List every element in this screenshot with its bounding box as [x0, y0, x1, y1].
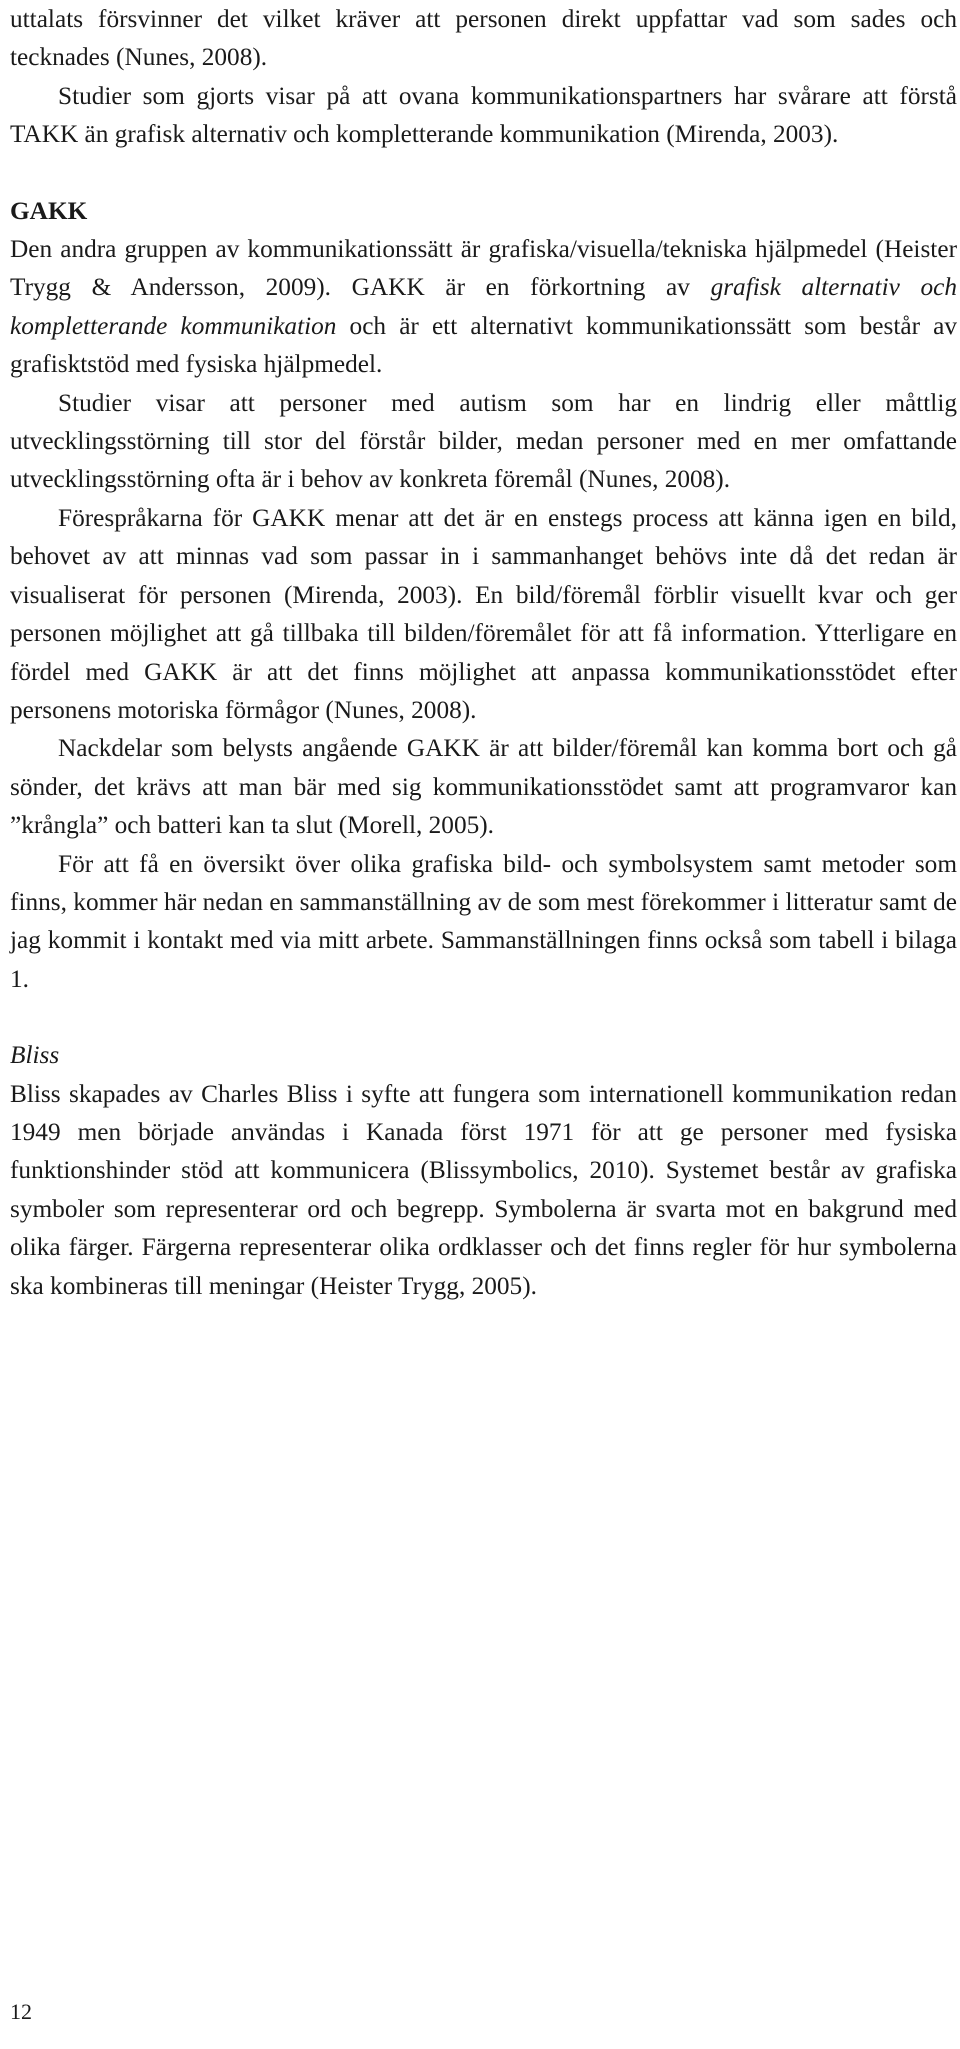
gakk-definition-italic-term: grafisk alternativ och kompletterande kommunikation [10, 273, 957, 340]
section-spacer [10, 998, 957, 1036]
paragraph-takk-comparison: Studier som gjorts visar på att ovana kommunikationspartners har svårare att förstå TAKK än grafisk alternativ och kompletterande kommunikation (Mirenda, 2003). [10, 81, 957, 149]
section-heading-bliss: Bliss [10, 1041, 60, 1070]
paragraph-gakk-advantages: Förespråkarna för GAKK menar att det är en enstegs process att känna igen en bild, behovet av att minnas vad som passar in i sammanhanget behövs inte då det redan är visualiserat för personen (Mirenda, 2003). En bild/föremål förblir visuellt kvar och ger personen möjlighet att gå tillbaka till bilden/föremålet för att få information. Ytterligare en fördel med GAKK är att det finns möjlighet att anpassa kommunikationsstödet efter personens motoriska förmågor (Nunes, 2008). [10, 503, 957, 724]
paragraph-gakk-disadvantages: Nackdelar som belysts angående GAKK är att bilder/föremål kan komma bort och gå sönder, det krävs att man bär med sig kommunikationsstödet samt att programvaror kan ”krångla” och batteri kan ta slut (Morell, 2005). [10, 734, 957, 840]
paragraph-gakk-definition [10, 230, 957, 384]
gakk-definition-text-start: Den andra gruppen av kommunikationssätt är grafiska/visuella/tekniska hjälpmedel (Heister Trygg & Andersson, 2009). GAKK är en förkortning av [10, 235, 957, 302]
section-spacer [10, 154, 957, 192]
paragraph-autism-studies: Studier visar att personer med autism som har en lindrig eller måttlig utvecklingsstörning till stor del förstår bilder, medan personer med en mer omfattande utvecklingsstörning ofta är i behov av konkreta föremål (Nunes, 2008). [10, 388, 957, 494]
paragraph-bliss-description: Bliss skapades av Charles Bliss i syfte att fungera som internationell kommunikation redan 1949 men började användas i Kanada först 1971 för att ge personer med fysiska funktionshinder stöd att kommunicera (Blissymbolics, 2010). Systemet består av grafiska symboler som representerar ord och begrepp. Symbolerna är svarta mot en bakgrund med olika färger. Färgerna representerar olika ordklasser och det finns regler för hur symbolerna ska kombineras till meningar (Heister Trygg, 2005). [10, 1079, 957, 1300]
continued-paragraph: uttalats försvinner det vilket kräver att personen direkt uppfattar vad som sades och tecknades (Nunes, 2008). [10, 5, 957, 72]
paragraph-overview: För att få en översikt över olika grafiska bild- och symbolsystem samt metoder som finns, kommer här nedan en sammanställning av de som mest förekommer i litteratur samt de jag kommit i kontakt med via mitt arbete. Sammanställningen finns också som tabell i bilaga 1. [10, 849, 957, 993]
document-page [10, 0, 957, 1305]
page-number: 12 [10, 1999, 32, 2024]
gakk-definition-text-end: och är ett alternativt kommunikationssätt som består av grafisktstöd med fysiska hjälpmedel. [10, 311, 957, 379]
section-heading-gakk: GAKK [10, 196, 88, 225]
